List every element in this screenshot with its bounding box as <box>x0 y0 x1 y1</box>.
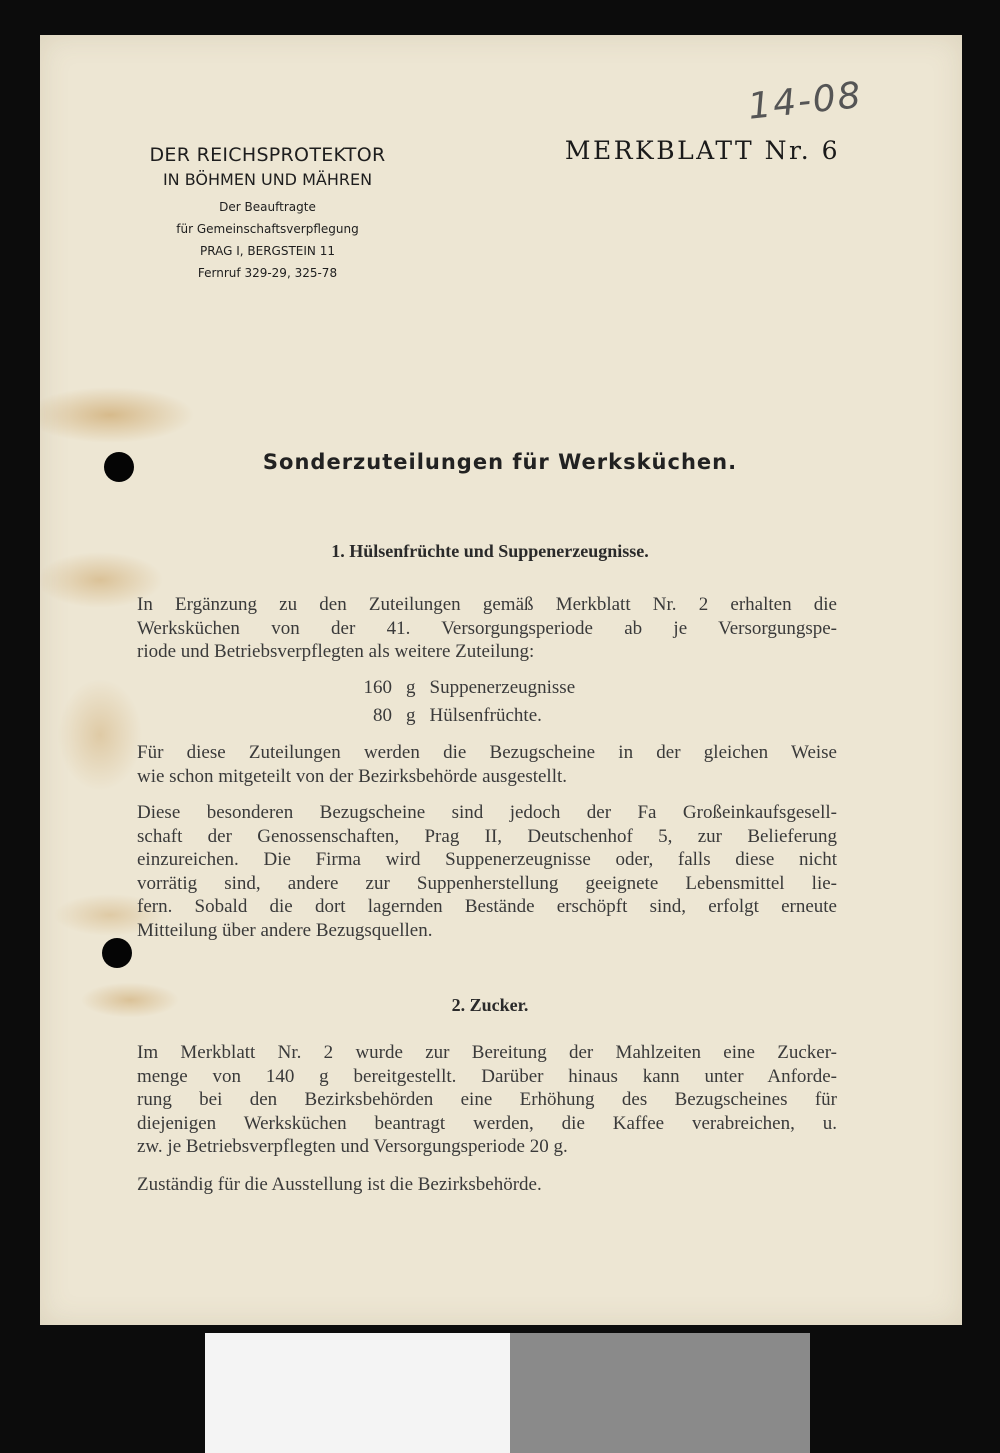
text-line: wie schon mitgeteilt von der Bezirksbehörde ausgestellt. <box>137 765 568 787</box>
quantity-amount: 160 <box>363 677 392 698</box>
punch-hole <box>102 938 132 968</box>
sender-line: DER REICHSPROTEKTOR <box>149 144 386 166</box>
text-line: In Ergänzung zu den Zuteilungen gemäß Merkblatt Nr. 2 erhalten die <box>137 594 837 615</box>
document-title: MERKBLATT Nr. 6 <box>564 136 840 165</box>
text-line: schaft der Genossenschaften, Prag II, Deutschenhof 5, zur Belieferung <box>137 825 837 847</box>
sender-line: Der Beauftragte <box>219 200 316 214</box>
text-line: einzureichen. Die Firma wird Suppenerzeugnisse oder, falls diese nicht <box>137 849 837 870</box>
text-line: vorrätig sind, andere zur Suppenherstellung geeignete Lebensmittel lie- <box>137 872 837 894</box>
quantity-item: Hülsenfrüchte. <box>429 705 542 726</box>
text-line: Diese besonderen Bezugscheine sind jedoch der Fa Großeinkaufsgesell- <box>137 802 837 823</box>
quantity-item: Suppenerzeugnisse <box>429 677 576 698</box>
text-line: rung bei den Bezirksbehörden eine Erhöhung des Bezugscheines für <box>137 1089 837 1110</box>
calibration-strip-white <box>205 1333 510 1453</box>
text-line: Mitteilung über andere Bezugsquellen. <box>137 919 433 941</box>
text-line: Werksküchen von der 41. Versorgungsperiode ab je Versorgungspe- <box>137 617 837 639</box>
quantity-line <box>330 677 670 699</box>
quantity-unit: g <box>406 705 416 726</box>
text-line: fern. Sobald die dort lagernden Bestände erschöpft sind, erfolgt erneute <box>137 896 837 917</box>
quantity-unit: g <box>406 677 416 698</box>
text-line: zw. je Betriebsverpflegten und Versorgungsperiode 20 g. <box>137 1136 568 1157</box>
paragraph <box>137 741 837 788</box>
punch-hole <box>104 452 134 482</box>
text-line: Für diese Zuteilungen werden die Bezugscheine in der gleichen Weise <box>137 742 837 763</box>
quantity-amount: 80 <box>373 705 392 726</box>
quantity-line <box>330 705 670 727</box>
text-line: diejenigen Werksküchen beantragt werden, die Kaffee verabreichen, u. <box>137 1112 837 1134</box>
text-line: Zuständig für die Ausstellung ist die Bezirksbehörde. <box>137 1174 542 1195</box>
calibration-strip-gray <box>510 1333 810 1453</box>
section-heading: 2. Zucker. <box>451 995 529 1015</box>
text-line: riode und Betriebsverpflegten als weitere Zuteilung: <box>137 641 535 662</box>
main-heading: Sonderzuteilungen für Werksküchen. <box>262 450 738 474</box>
text-line: menge von 140 g bereitgestellt. Darüber hinaus kann unter Anforde- <box>137 1065 837 1087</box>
sender-line: Fernruf 329-29, 325-78 <box>197 266 338 280</box>
handwritten-note: 14-08 <box>746 74 865 128</box>
paragraph <box>137 801 837 942</box>
paragraph <box>137 593 837 664</box>
paragraph <box>137 1173 837 1197</box>
text-line: Im Merkblatt Nr. 2 wurde zur Bereitung der Mahlzeiten eine Zucker- <box>137 1042 837 1063</box>
sender-line: für Gemeinschaftsverpflegung <box>176 222 359 236</box>
section-heading: 1. Hülsenfrüchte und Suppenerzeugnisse. <box>331 541 649 561</box>
paragraph <box>137 1041 837 1159</box>
sender-line: PRAG I, BERGSTEIN 11 <box>200 244 335 258</box>
sender-block <box>130 142 405 284</box>
sender-line: IN BÖHMEN UND MÄHREN <box>162 170 373 189</box>
